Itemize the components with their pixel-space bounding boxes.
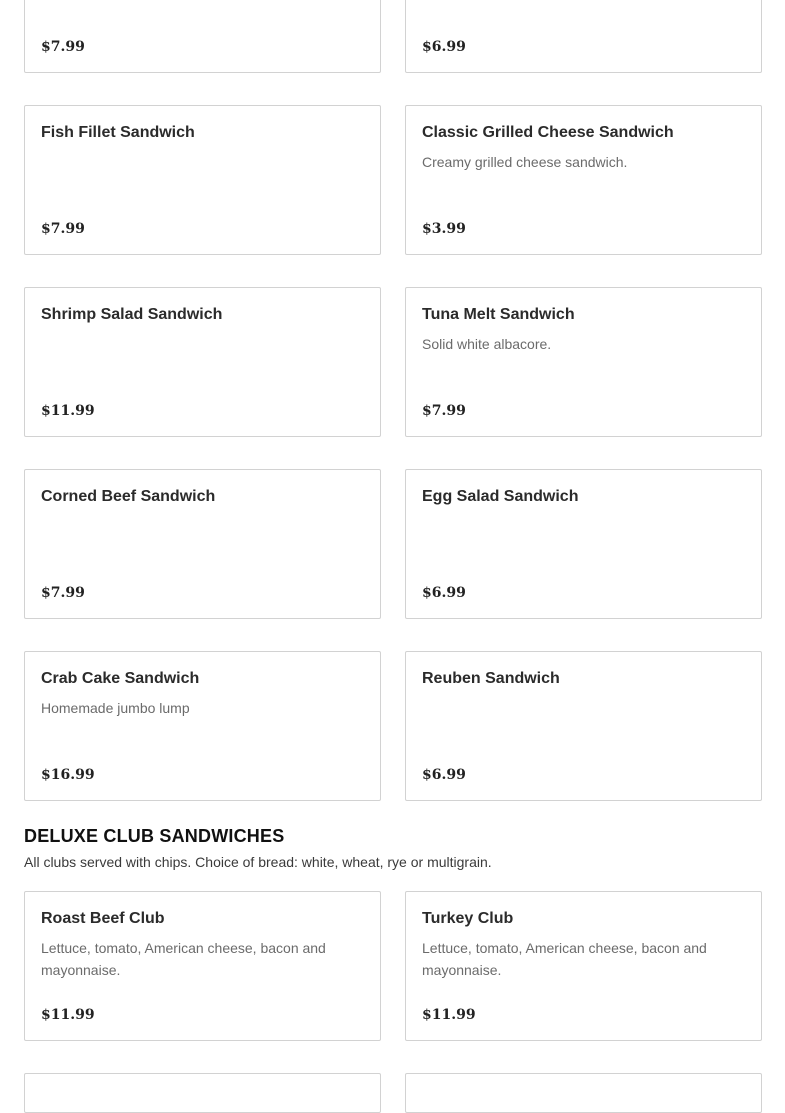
item-description: Solid white albacore.: [422, 336, 552, 352]
item-price: $6.99: [422, 585, 466, 601]
menu-item-card[interactable]: [405, 891, 762, 1041]
menu-item-card[interactable]: [24, 105, 381, 255]
item-name: Egg Salad Sandwich: [422, 488, 579, 505]
item-price: $11.99: [41, 1007, 95, 1023]
item-name: Crab Cake Sandwich: [41, 670, 200, 687]
item-description: Lettuce, tomato, American cheese, bacon and mayonnaise.: [41, 940, 326, 978]
item-price: $7.99: [41, 39, 85, 55]
item-price: $11.99: [422, 1007, 476, 1023]
item-price: $6.99: [422, 767, 466, 783]
item-name: Classic Grilled Cheese Sandwich: [422, 124, 674, 141]
item-price: $7.99: [41, 585, 85, 601]
menu-item-card[interactable]: [24, 0, 381, 73]
menu-item-card[interactable]: [24, 1073, 381, 1113]
item-name: Roast Beef Club: [41, 910, 165, 927]
item-price: $16.99: [41, 767, 95, 783]
menu-item-card[interactable]: [405, 651, 762, 801]
item-name: Tuna Melt Sandwich: [422, 306, 575, 323]
menu-item-card[interactable]: [24, 287, 381, 437]
menu-item-card[interactable]: [405, 469, 762, 619]
item-description: Lettuce, tomato, American cheese, bacon and mayonnaise.: [422, 940, 707, 978]
item-price: $11.99: [41, 403, 95, 419]
menu-item-card[interactable]: [405, 0, 762, 73]
item-description: Homemade jumbo lump: [41, 700, 190, 716]
item-description: Creamy grilled cheese sandwich.: [422, 154, 628, 170]
item-name: Shrimp Salad Sandwich: [41, 306, 223, 323]
menu-item-card[interactable]: [405, 105, 762, 255]
menu-item-card[interactable]: [24, 651, 381, 801]
menu-item-card[interactable]: [405, 1073, 762, 1113]
menu-item-card[interactable]: [24, 891, 381, 1041]
item-price: $7.99: [41, 221, 85, 237]
menu-item-card[interactable]: [405, 287, 762, 437]
item-name: Corned Beef Sandwich: [41, 488, 216, 505]
item-price: $6.99: [422, 39, 466, 55]
item-price: $7.99: [422, 403, 466, 419]
section-title: DELUXE CLUB SANDWICHES: [24, 826, 285, 846]
item-name: Turkey Club: [422, 910, 514, 927]
section-note: All clubs served with chips. Choice of bread: white, wheat, rye or multigrain.: [24, 854, 492, 870]
item-name: Fish Fillet Sandwich: [41, 124, 195, 141]
item-price: $3.99: [422, 221, 466, 237]
menu-item-card[interactable]: [24, 469, 381, 619]
item-name: Reuben Sandwich: [422, 670, 560, 687]
